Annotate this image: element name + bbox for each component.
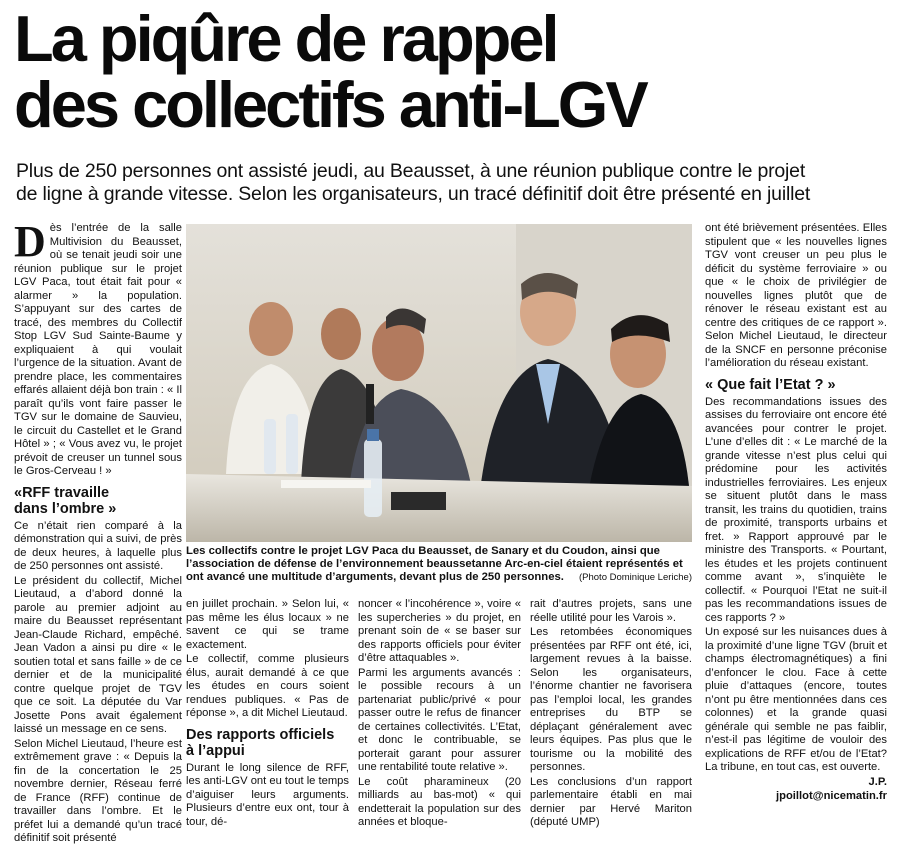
article-column-3 bbox=[358, 598, 521, 830]
paragraph: Des recommandations issues des assises du ferroviaire ont encore été avancées pour contrer le projet. L’une d’elles dit : « Le marché de la grande vitesse n’est plus celui qui prédomine pour les activités industrielles ferroviaires. Les enjeux se situent plutôt dans le mass transit, les trains du quotidien, trains de proximité, transports urbains et fret. » Rapport approuvé par le ministre des Transports. « Pourtant, les études et les projets continuent comme avant », s’inquiète le collectif. « Pourquoi l’Etat ne suit-il pas les recommandations issues de ces rapports ? » bbox=[705, 395, 887, 624]
section-heading: «RFF travaille dans l’ombre » bbox=[14, 484, 117, 517]
section-heading: Des rapports officiels à l’appui bbox=[186, 726, 335, 759]
subheadline bbox=[16, 160, 886, 206]
paragraph: en juillet prochain. » Selon lui, « pas même les élus locaux » ne savent ce qui se trame exactement. bbox=[186, 598, 349, 651]
subheadline-line-1: Plus de 250 personnes ont assisté jeudi, au Beausset, à une réunion publique contre le projet bbox=[16, 160, 806, 182]
paragraph: Les retombées économiques présentées par RFF ont été, ici, largement revues à la baisse. Selon les organisateurs, l’énorme chantier ne favorisera pas l’emploi local, les grandes entreprises du BTP se déplaçant généralement avec leurs équipes. Pas plus que le tourisme ou la mobilité des personnes. bbox=[530, 626, 692, 773]
photo-credit: (Photo Dominique Leriche) bbox=[578, 572, 692, 583]
paragraph: Dès l’entrée de la salle Multivision du Beausset, où se tenait jeudi soir une réunion publique sur le projet LGV Paca, tout était fait pour « alarmer » la population. S’appuyant sur des cartes de tracé, des membres du Collectif Stop LGV Sud Sainte-Baume y expliquaient à qui voulait l’urgence de la situation. Avant de prendre place, les commentaires effarés allaient déjà bon train : « Il paraît qu’ils vont faire passer le TGV sur le domaine de Sauvieu, le circuit du Castellet et le Grand Hôtel » ; « Vous avez vu, le projet prévoit de creuser un tunnel sous le Gros-Cerveau ! » bbox=[14, 217, 182, 477]
paragraph: Parmi les arguments avancés : le possible recours à un partenariat public/privé « pour passer outre le refus de financer de certaines collectivités. L’Etat, et donc le contribuable, se porterait garant pour assurer une rentabilité toute relative ». bbox=[358, 666, 521, 773]
drop-cap: D bbox=[14, 217, 46, 266]
headline-line-1: La piqûre de rappel bbox=[14, 2, 557, 75]
paragraph: Le coût pharamineux (20 milliards au bas-mot) « qui endetterait la population sur des années et bloque- bbox=[358, 775, 521, 828]
paragraph: Durant le long silence de RFF, les anti-LGV ont eu tout le temps d’aiguiser leurs arguments. Plusieurs d’entre eux ont, tour à tour, dé- bbox=[186, 761, 349, 828]
article-column-2 bbox=[186, 598, 349, 829]
paragraph: Un exposé sur les nuisances dues à la proximité d’une ligne TGV (bruit et champs électromagnétiques) a fini d’enfoncer le clou. Face à cette pluie d’attaques (encore, toutes n’ont pu être mentionnées dans ces colonnes) et la grande quasi générale qui semble ne pas faiblir, n’est-il pas légitime de vouloir des explications de RFF et/ou de l’Etat? La tribune, en tout cas, est ouverte. bbox=[705, 626, 887, 773]
headline-line-2: des collectifs anti-LGV bbox=[14, 68, 646, 141]
headline bbox=[14, 2, 894, 141]
paragraph: rait d’autres projets, sans une réelle utilité pour les Varois ». bbox=[530, 598, 692, 624]
author-signature: J.P. bbox=[868, 775, 887, 788]
paragraph: Les conclusions d’un rapport parlementaire établi en mai dernier par Hervé Mariton (député UMP) bbox=[530, 775, 692, 828]
meeting-photo-illustration bbox=[186, 224, 692, 542]
paragraph: Selon Michel Lieutaud, l’heure est extrêmement grave : « Depuis la fin de la concertation le 25 novembre dernier, Réseau ferré de France (RFF) continue de travailler dans l’ombre. Et le préfet lui a demandé qu’un tracé définitif soit présenté bbox=[14, 737, 182, 844]
subheadline-line-2: de ligne à grande vitesse. Selon les organisateurs, un tracé définitif doit être présenté en juillet bbox=[16, 183, 811, 205]
author-email: jpoillot@nicematin.fr bbox=[776, 790, 887, 802]
paragraph: noncer « l’incohérence », voire « les supercheries » du projet, en prenant soin de « se baser sur des rapports officiels pour éviter d’être attaquables ». bbox=[358, 598, 521, 664]
photo-caption bbox=[186, 545, 692, 584]
article-column-5 bbox=[705, 222, 887, 804]
paragraph: Le président du collectif, Michel Lieutaud, a d’abord donné la parole au premier adjoint au maire du Beausset représentant Jean-Claude Richard, empêché. Jean Vadon a ainsi pu dire « le soutien total et sans faille » de ce dernier et de la municipalité contre quelque projet de TGV que ce soit. La députée du Var Josette Pons avait également laissé un message en ce sens. bbox=[14, 574, 182, 735]
paragraph: Le collectif, comme plusieurs élus, aurait demandé à ce que les études en cours soient rendues publiques. « Pas de réponse », a dit Michel Lieutaud. bbox=[186, 653, 349, 719]
article-column-1 bbox=[14, 217, 182, 846]
article-column-4 bbox=[530, 598, 692, 830]
article-photo bbox=[186, 224, 692, 542]
section-heading: « Que fait l’Etat ? » bbox=[705, 376, 836, 393]
paragraph: Ce n’était rien comparé à la démonstration qui a suivi, de près de deux heures, à laquelle plus de 250 personnes ont assisté. bbox=[14, 519, 182, 572]
paragraph: ont été brièvement présentées. Elles stipulent que « les nouvelles lignes TGV vont creuser un peu plus le déficit du système ferroviaire » ou que « le choix de privilégier de nouvelles lignes plutôt que de rénover le réseau existant est au centre des critiques de ce rapport ». Selon Michel Lieutaud, le directeur de la SNCF en personne préconise l’amélioration du réseau existant. bbox=[705, 222, 887, 369]
caption-text: Les collectifs contre le projet LGV Paca du Beausset, de Sanary et du Coudon, ainsi que l’association de défense de l’environnement beaussetanne Arc-en-ciel étaient représentés et ont avancé une multitude d’arguments, devant plus de 250 personnes. bbox=[186, 545, 683, 583]
